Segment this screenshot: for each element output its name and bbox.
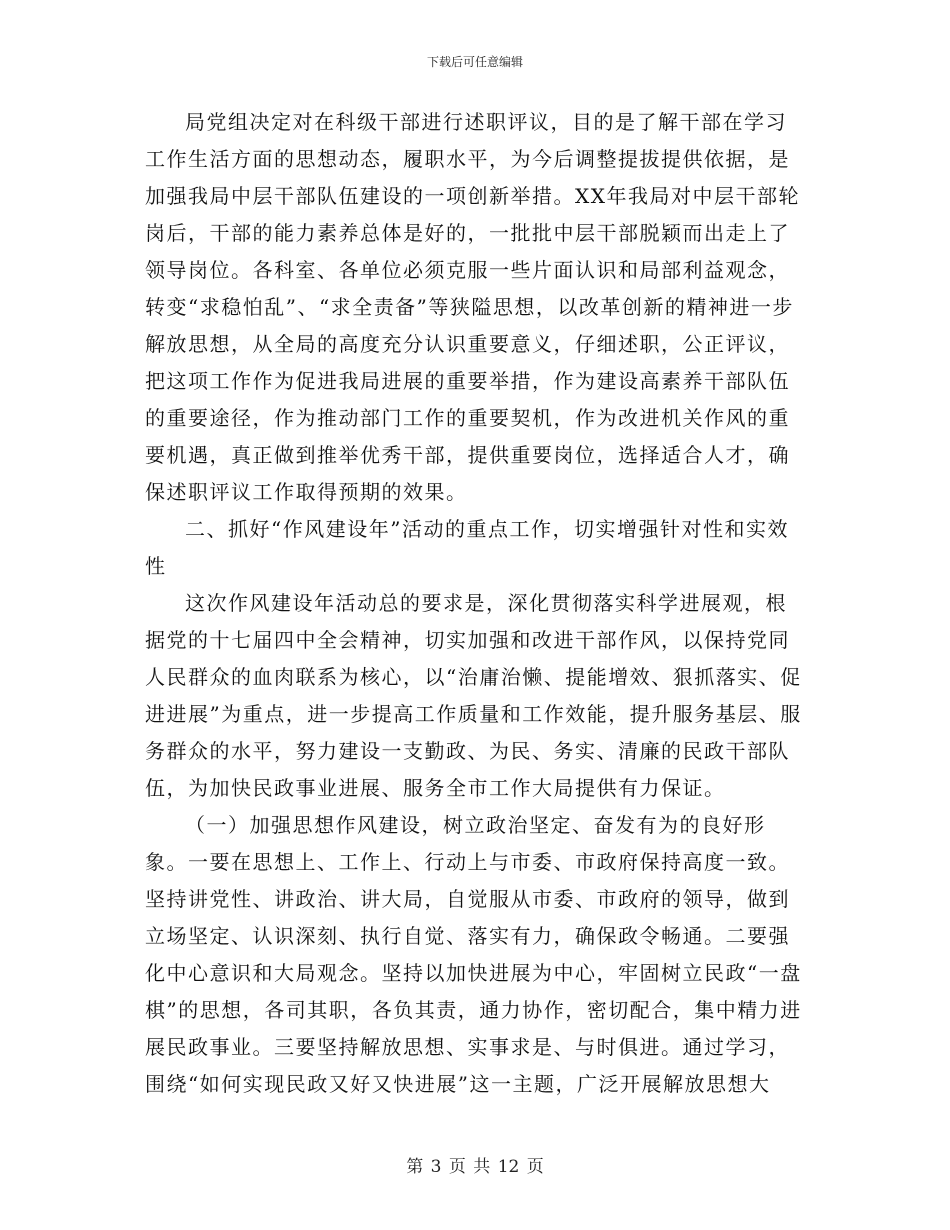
section-heading-two: 二、抓好“作风建设年”活动的重点工作，切实增强针对性和实效性 [145, 517, 789, 578]
page-header-note: 下载后可任意编辑 [426, 55, 523, 69]
paragraph-thought-style: （一）加强思想作风建设，树立政治坚定、奋发有为的良好形象。一要在思想上、工作上、行动上与市委、市政府保持高度一致。坚持讲党性、讲政治、讲大局，自觉服从市委、市政府的领导，做到立场坚定、认识深刻、执行自觉、落实有力，确保政令畅通。二要强化中心意识和大局观念。坚持以加快进展为中心，牢固树立民政“一盘棋”的思想，各司其职，各负其责，通力协作，密切配合，集中精力进展民政事业。三要坚持解放思想、实事求是、与时俱进。通过学习，围绕“如何实现民政又好又快进展”这一主题，广泛开展解放思想大 [145, 813, 802, 1096]
page-number: 第 3 页 共 12 页 [406, 1157, 544, 1177]
paragraph-requirements: 这次作风建设年活动总的要求是，深化贯彻落实科学进展观，根据党的十七届四中全会精神，切实加强和改进干部作风，以保持党同人民群众的血肉联系为核心，以“治庸治懒、提能增效、狠抓落实、促进进展”为重点，进一步提高工作质量和工作效能，提升服务基层、服务群众的水平，努力建设一支勤政、为民、务实、清廉的民政干部队伍，为加快民政事业进展、服务全市工作大局提供有力保证。 [145, 591, 802, 800]
document-body [145, 104, 805, 1103]
paragraph-evaluation: 局党组决定对在科级干部进行述职评议，目的是了解干部在学习工作生活方面的思想动态，履职水平，为今后调整提拔提供依据，是加强我局中层干部队伍建设的一项创新举措。XX年我局对中层干部轮岗后，干部的能力素养总体是好的，一批批中层干部脱颖而出走上了领导岗位。各科室、各单位必须克服一些片面认识和局部利益观念，转变“求稳怕乱”、“求全责备”等狭隘思想，以改革创新的精神进一步解放思想，从全局的高度充分认识重要意义，仔细述职，公正评议，把这项工作作为促进我局进展的重要举措，作为建设高素养干部队伍的重要途径，作为推动部门工作的重要契机，作为改进机关作风的重要机遇，真正做到推举优秀干部，提供重要岗位，选择适合人才，确保述职评议工作取得预期的效果。 [145, 110, 800, 504]
